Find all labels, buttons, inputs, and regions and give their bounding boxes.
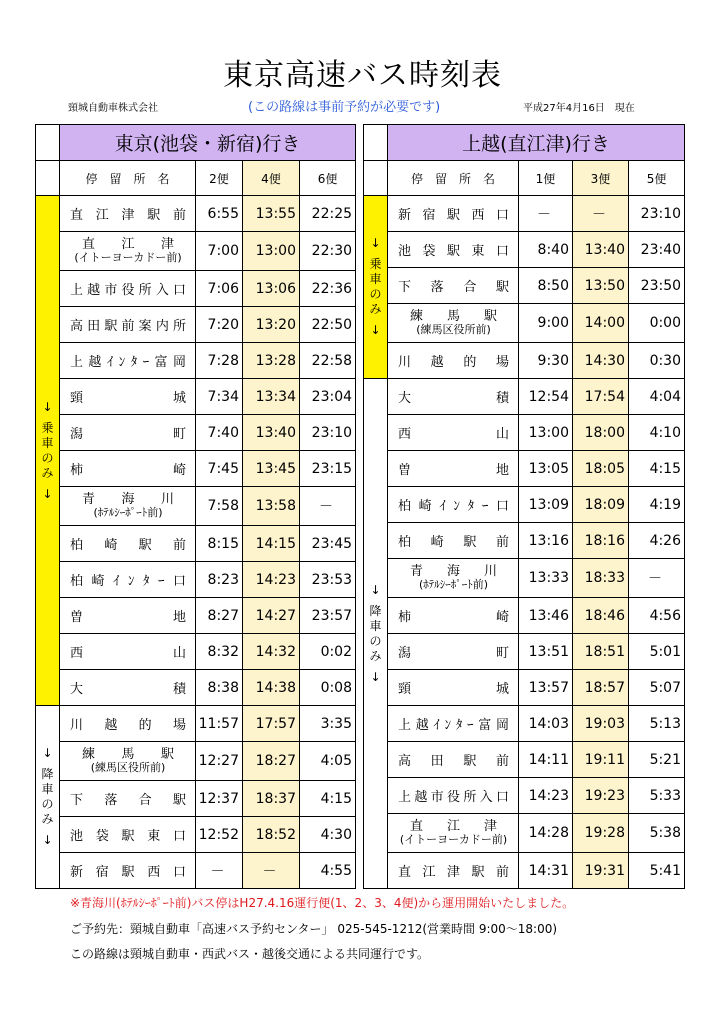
direction-header: 上越(直江津)行き xyxy=(388,125,685,161)
stop-name xyxy=(388,304,519,343)
departure-time: 6:55 xyxy=(196,196,243,232)
stop-name-sub: (イトーヨーカドー前) xyxy=(399,833,508,846)
departure-time: 7:45 xyxy=(196,451,243,487)
side-label-glyph: の xyxy=(369,633,382,648)
stop-name-sub: (練馬区役所前) xyxy=(416,323,491,336)
alighting-only-label xyxy=(36,706,60,889)
table-row xyxy=(36,415,356,451)
stop-name: 曽地 xyxy=(388,451,519,487)
table-row xyxy=(36,271,356,307)
departure-time: 13:40 xyxy=(243,415,300,451)
departure-time: 14:32 xyxy=(243,634,300,670)
departure-time: 17:54 xyxy=(573,379,629,415)
departure-time: 23:10 xyxy=(300,415,356,451)
departure-time: 0:08 xyxy=(300,670,356,706)
table-row xyxy=(364,523,685,559)
stop-name: 直江津駅前 xyxy=(60,196,196,232)
colhead-run-0: 2便 xyxy=(196,161,243,196)
side-label-glyph: 車 xyxy=(369,618,382,633)
colhead-run-0: 1便 xyxy=(519,161,573,196)
side-label-glyph: ↓ xyxy=(42,833,53,847)
table-row xyxy=(364,853,685,889)
departure-time: 13:58 xyxy=(243,487,300,526)
departure-time: 0:00 xyxy=(629,304,685,343)
stop-name: 西山 xyxy=(60,634,196,670)
departure-time: 5:33 xyxy=(629,778,685,814)
table-row xyxy=(36,343,356,379)
departure-time: 19:11 xyxy=(573,742,629,778)
table-row xyxy=(364,598,685,634)
departure-time: 13:09 xyxy=(519,487,573,523)
side-label-glyph: ↓ xyxy=(370,323,381,337)
side-label-glyph: 車 xyxy=(41,435,54,450)
stop-name xyxy=(388,814,519,853)
departure-time: 14:38 xyxy=(243,670,300,706)
stop-name: 下落合駅 xyxy=(60,781,196,817)
boarding-only-label-text xyxy=(364,230,387,344)
table-row xyxy=(364,451,685,487)
departure-time: 23:50 xyxy=(629,268,685,304)
departure-time: 12:52 xyxy=(196,817,243,853)
departure-time: 4:15 xyxy=(300,781,356,817)
side-label-glyph: み xyxy=(41,465,54,480)
departure-time: 5:38 xyxy=(629,814,685,853)
departure-time: 14:00 xyxy=(573,304,629,343)
side-label-glyph: 乗 xyxy=(369,257,382,271)
table-row xyxy=(36,634,356,670)
departure-time: 5:13 xyxy=(629,706,685,742)
departure-time: 13:05 xyxy=(519,451,573,487)
departure-time: 7:34 xyxy=(196,379,243,415)
stop-name: 高田駅前案内所 xyxy=(60,307,196,343)
departure-time: 18:00 xyxy=(573,415,629,451)
table-row xyxy=(36,451,356,487)
stop-name-sub: (練馬区役所前) xyxy=(90,761,166,774)
departure-time: － xyxy=(243,853,300,889)
departure-time: 5:21 xyxy=(629,742,685,778)
departure-time: 13:50 xyxy=(573,268,629,304)
departure-time: 17:57 xyxy=(243,706,300,742)
stop-name: 西山 xyxy=(388,415,519,451)
departure-time: 13:00 xyxy=(243,232,300,271)
alighting-only-label xyxy=(364,379,388,889)
boarding-only-label xyxy=(36,196,60,706)
departure-time: 12:27 xyxy=(196,742,243,781)
table-row xyxy=(36,742,356,781)
departure-time: 13:57 xyxy=(519,670,573,706)
stop-name-sub: (イトーヨーカドー前) xyxy=(74,251,182,264)
side-label-glyph: の xyxy=(41,797,54,811)
departure-time: 14:23 xyxy=(243,562,300,598)
departure-time: 8:50 xyxy=(519,268,573,304)
departure-time: 22:36 xyxy=(300,271,356,307)
departure-time: 8:38 xyxy=(196,670,243,706)
table-row xyxy=(364,487,685,523)
table-row xyxy=(364,343,685,379)
departure-time: － xyxy=(519,196,573,232)
departure-time: 14:03 xyxy=(519,706,573,742)
stop-name: 潟町 xyxy=(60,415,196,451)
departure-time: 13:20 xyxy=(243,307,300,343)
colhead-run-2: 6便 xyxy=(300,161,356,196)
departure-time: 22:25 xyxy=(300,196,356,232)
stop-name: 池袋駅東口 xyxy=(60,817,196,853)
stop-name: 新宿駅西口 xyxy=(388,196,519,232)
timetable-to-joetsu xyxy=(363,124,685,889)
departure-time: 13:06 xyxy=(243,271,300,307)
stop-name: 柏崎ｲﾝﾀｰ口 xyxy=(388,487,519,523)
stop-name: 大積 xyxy=(388,379,519,415)
departure-time: － xyxy=(300,487,356,526)
departure-time: 8:40 xyxy=(519,232,573,268)
stop-name: 上越ｲﾝﾀｰ富岡 xyxy=(60,343,196,379)
departure-time: 13:00 xyxy=(519,415,573,451)
departure-time: 14:15 xyxy=(243,526,300,562)
colhead-stop: 停 留 所 名 xyxy=(60,161,196,196)
departure-time: 13:46 xyxy=(519,598,573,634)
departure-time: 8:15 xyxy=(196,526,243,562)
departure-time: 18:05 xyxy=(573,451,629,487)
stop-name-sub: (ﾎﾃﾙｼｰﾎﾟｰﾄ前) xyxy=(418,578,489,591)
departure-time: 18:51 xyxy=(573,634,629,670)
departure-time: 7:06 xyxy=(196,271,243,307)
departure-time: 11:57 xyxy=(196,706,243,742)
stop-name: 川越的場 xyxy=(388,343,519,379)
stop-name: 曽地 xyxy=(60,598,196,634)
table-row xyxy=(36,598,356,634)
table-row xyxy=(364,634,685,670)
table-row xyxy=(364,814,685,853)
table-row xyxy=(36,526,356,562)
stop-name: 柏崎駅前 xyxy=(60,526,196,562)
side-label-glyph: 車 xyxy=(41,782,54,796)
stop-name: 柿崎 xyxy=(60,451,196,487)
stop-name: 高田駅前 xyxy=(388,742,519,778)
timetable-to-tokyo xyxy=(35,124,356,889)
side-label-glyph: 車 xyxy=(369,272,382,286)
departure-time: 13:55 xyxy=(243,196,300,232)
table-row xyxy=(364,415,685,451)
departure-time: 18:09 xyxy=(573,487,629,523)
stop-name xyxy=(60,487,196,526)
departure-time: 8:27 xyxy=(196,598,243,634)
departure-time: 23:40 xyxy=(629,232,685,268)
side-label-glyph: ↓ xyxy=(42,399,53,414)
table-row xyxy=(36,853,356,889)
boarding-only-label-text xyxy=(36,394,59,508)
departure-time: 4:19 xyxy=(629,487,685,523)
side-label-glyph: ↓ xyxy=(42,486,53,501)
departure-time: 23:53 xyxy=(300,562,356,598)
stop-name: 下落合駅 xyxy=(388,268,519,304)
stop-name: 上越市役所入口 xyxy=(60,271,196,307)
departure-time: 18:37 xyxy=(243,781,300,817)
colhead-run-1: 3便 xyxy=(573,161,629,196)
stop-name-main: 青 海 川 xyxy=(410,564,497,579)
stop-name: 川越的場 xyxy=(60,706,196,742)
colhead-run-2: 5便 xyxy=(629,161,685,196)
alighting-only-label-text xyxy=(364,577,387,691)
departure-time: 7:20 xyxy=(196,307,243,343)
header-blank xyxy=(364,125,388,161)
side-label-glyph: ↓ xyxy=(42,746,53,760)
departure-time: 4:26 xyxy=(629,523,685,559)
departure-time: － xyxy=(573,196,629,232)
departure-time: 18:33 xyxy=(573,559,629,598)
departure-time: 4:30 xyxy=(300,817,356,853)
stop-name: 潟町 xyxy=(388,634,519,670)
stop-name: 上越市役所入口 xyxy=(388,778,519,814)
departure-time: 23:15 xyxy=(300,451,356,487)
footer-note: ※青海川(ﾎﾃﾙｼｰﾎﾟｰﾄ前)バス停はH27.4.16運行便(1、2、3、4便)から運用開始いたしました。 xyxy=(70,896,575,910)
departure-time: 22:30 xyxy=(300,232,356,271)
stop-name xyxy=(388,559,519,598)
table-row xyxy=(36,670,356,706)
table-row xyxy=(364,379,685,415)
departure-time: 9:00 xyxy=(519,304,573,343)
side-label-glyph: 降 xyxy=(41,767,54,781)
departure-time: 9:30 xyxy=(519,343,573,379)
departure-time: － xyxy=(629,559,685,598)
stop-name: 新宿駅西口 xyxy=(60,853,196,889)
departure-time: 4:15 xyxy=(629,451,685,487)
departure-time: 13:28 xyxy=(243,343,300,379)
side-label-glyph: み xyxy=(369,648,382,663)
departure-time: 18:57 xyxy=(573,670,629,706)
table-row xyxy=(364,196,685,232)
colhead-blank xyxy=(36,161,60,196)
departure-time: 14:31 xyxy=(519,853,573,889)
stop-name xyxy=(60,742,196,781)
header-blank xyxy=(36,125,60,161)
table-row xyxy=(36,379,356,415)
table-row xyxy=(364,304,685,343)
departure-time: 7:28 xyxy=(196,343,243,379)
side-label-glyph: ↓ xyxy=(370,669,381,684)
stop-name: 上越ｲﾝﾀｰ富岡 xyxy=(388,706,519,742)
revision-date: 平成27年4月16日 現在 xyxy=(523,103,635,114)
table-row xyxy=(36,232,356,271)
departure-time: 4:55 xyxy=(300,853,356,889)
colhead-blank xyxy=(364,161,388,196)
departure-time: 4:56 xyxy=(629,598,685,634)
side-label-glyph: 降 xyxy=(369,603,382,618)
departure-time: 13:34 xyxy=(243,379,300,415)
side-label-glyph: の xyxy=(41,450,54,465)
departure-time: 13:16 xyxy=(519,523,573,559)
stop-name-main: 練 馬 駅 xyxy=(82,747,174,762)
departure-time: 14:27 xyxy=(243,598,300,634)
departure-time: 19:31 xyxy=(573,853,629,889)
stop-name: 池袋駅東口 xyxy=(388,232,519,268)
departure-time: 18:16 xyxy=(573,523,629,559)
footer-joint-operation: この路線は頸城自動車・西武バス・越後交通による共同運行です。 xyxy=(70,947,430,961)
stop-name: 直江津駅前 xyxy=(388,853,519,889)
stop-name: 柏崎駅前 xyxy=(388,523,519,559)
footer-contact: ご予約先：頸城自動車「高速バス予約センター」 025-545-1212(営業時間 9:00～18:00) xyxy=(70,922,558,936)
departure-time: 4:04 xyxy=(629,379,685,415)
departure-time: 7:40 xyxy=(196,415,243,451)
stop-name: 頸城 xyxy=(60,379,196,415)
departure-time: 13:45 xyxy=(243,451,300,487)
departure-time: 0:02 xyxy=(300,634,356,670)
alighting-only-label-text xyxy=(36,740,59,854)
side-label-glyph: ↓ xyxy=(370,236,381,250)
departure-time: 7:58 xyxy=(196,487,243,526)
table-row xyxy=(364,232,685,268)
departure-time: 18:52 xyxy=(243,817,300,853)
stop-name: 柿崎 xyxy=(388,598,519,634)
side-label-glyph: の xyxy=(369,287,382,301)
departure-time: 14:11 xyxy=(519,742,573,778)
departure-time: 4:10 xyxy=(629,415,685,451)
departure-time: 0:30 xyxy=(629,343,685,379)
departure-time: 14:30 xyxy=(573,343,629,379)
departure-time: 22:58 xyxy=(300,343,356,379)
stop-name-main: 直 江 津 xyxy=(410,819,497,834)
departure-time: 7:00 xyxy=(196,232,243,271)
departure-time: 5:01 xyxy=(629,634,685,670)
side-label-glyph: 乗 xyxy=(41,420,54,435)
departure-time: 23:10 xyxy=(629,196,685,232)
table-row xyxy=(364,268,685,304)
table-row xyxy=(36,307,356,343)
colhead-run-1: 4便 xyxy=(243,161,300,196)
departure-time: 4:05 xyxy=(300,742,356,781)
departure-time: 12:54 xyxy=(519,379,573,415)
departure-time: 19:03 xyxy=(573,706,629,742)
departure-time: 5:07 xyxy=(629,670,685,706)
side-label-glyph: み xyxy=(369,302,382,316)
departure-time: 23:57 xyxy=(300,598,356,634)
boarding-only-label xyxy=(364,196,388,379)
departure-time: 23:45 xyxy=(300,526,356,562)
stop-name: 柏崎ｲﾝﾀｰ口 xyxy=(60,562,196,598)
colhead-stop: 停 留 所 名 xyxy=(388,161,519,196)
company-name: 頸城自動車株式会社 xyxy=(68,103,158,114)
departure-time: 12:37 xyxy=(196,781,243,817)
table-row xyxy=(36,817,356,853)
departure-time: 18:27 xyxy=(243,742,300,781)
departure-time: 8:32 xyxy=(196,634,243,670)
table-row xyxy=(364,706,685,742)
departure-time: 13:33 xyxy=(519,559,573,598)
stop-name: 大積 xyxy=(60,670,196,706)
table-row xyxy=(36,781,356,817)
direction-header: 東京(池袋・新宿)行き xyxy=(60,125,356,161)
table-row xyxy=(36,487,356,526)
stop-name-main: 直 江 津 xyxy=(82,237,174,252)
table-row xyxy=(364,670,685,706)
departure-time: 14:28 xyxy=(519,814,573,853)
departure-time: 23:04 xyxy=(300,379,356,415)
departure-time: 8:23 xyxy=(196,562,243,598)
stop-name-main: 青 海 川 xyxy=(82,492,174,507)
side-label-glyph: ↓ xyxy=(370,582,381,597)
table-row xyxy=(36,196,356,232)
table-row xyxy=(36,562,356,598)
stop-name-sub: (ﾎﾃﾙｼｰﾎﾟｰﾄ前) xyxy=(93,506,163,519)
departure-time: 19:28 xyxy=(573,814,629,853)
departure-time: 22:50 xyxy=(300,307,356,343)
page-title: 東京高速バス時刻表 xyxy=(223,58,502,93)
departure-time: 19:23 xyxy=(573,778,629,814)
stop-name-main: 練 馬 駅 xyxy=(410,309,497,324)
departure-time: 18:46 xyxy=(573,598,629,634)
side-label-glyph: み xyxy=(41,812,54,826)
table-row xyxy=(364,742,685,778)
table-row xyxy=(364,559,685,598)
departure-time: 13:40 xyxy=(573,232,629,268)
departure-time: 13:51 xyxy=(519,634,573,670)
table-row xyxy=(36,706,356,742)
departure-time: 3:35 xyxy=(300,706,356,742)
departure-time: 5:41 xyxy=(629,853,685,889)
table-row xyxy=(364,778,685,814)
departure-time: 14:23 xyxy=(519,778,573,814)
departure-time: － xyxy=(196,853,243,889)
reservation-note: (この路線は事前予約が必要です) xyxy=(248,100,441,115)
stop-name: 頸城 xyxy=(388,670,519,706)
stop-name xyxy=(60,232,196,271)
